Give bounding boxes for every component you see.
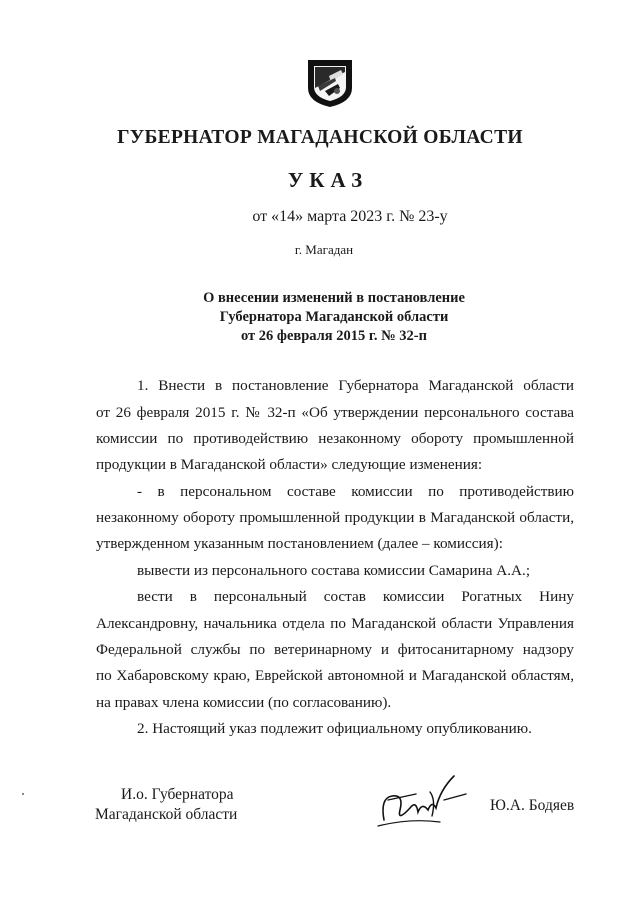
body-line: продукции в Магаданской области» следующие изменения: — [96, 456, 483, 473]
handwritten-signature — [370, 770, 480, 830]
body-line: - в персональном составе комиссии по противодействию — [137, 483, 574, 500]
body-line: 1. Внести в постановление Губернатора Магаданской области — [137, 377, 574, 394]
body-line: 2. Настоящий указ подлежит официальному опубликованию. — [137, 720, 532, 737]
body-line: комиссии по противодействию незаконному обороту промышленной — [96, 430, 574, 447]
scan-mark — [22, 793, 24, 795]
body-line: Федеральной службы по ветеринарному и фитосанитарному надзору — [96, 641, 574, 658]
issuing-authority: ГУБЕРНАТОР МАГАДАНСКОЙ ОБЛАСТИ — [117, 127, 523, 148]
subject-line: О внесении изменений в постановление — [203, 290, 465, 306]
signatory-name: Ю.А. Бодяев — [490, 797, 575, 814]
body-line: вести в персональный состав комиссии Рогатных Нину — [137, 588, 574, 605]
body-line: Александровну, начальника отдела по Магаданской области Управления — [96, 615, 574, 632]
body-line: от 26 февраля 2015 г. № 32-п «Об утверждении персонального состава — [96, 404, 574, 421]
document-city: г. Магадан — [294, 242, 354, 257]
coat-of-arms-emblem — [305, 58, 355, 108]
body-line: по Хабаровскому краю, Еврейской автономной и Магаданской областям, — [96, 667, 574, 684]
body-line: вывести из персонального состава комиссии Самарина А.А.; — [137, 562, 531, 579]
body-line: на правах члена комиссии (по согласованию). — [96, 694, 392, 711]
subject-line: Губернатора Магаданской области — [219, 309, 449, 325]
signatory-title: Магаданской области — [95, 806, 238, 823]
signatory-title: И.о. Губернатора — [121, 786, 234, 803]
body-line: незаконному обороту промышленной продукции в Магаданской области, — [96, 509, 574, 526]
document-date-number: от «14» марта 2023 г. № 23-у — [252, 208, 448, 225]
body-line: утвержденном указанным постановлением (далее – комиссия): — [96, 535, 503, 552]
document-type: УКАЗ — [287, 168, 369, 192]
subject-line: от 26 февраля 2015 г. № 32-п — [241, 328, 427, 344]
